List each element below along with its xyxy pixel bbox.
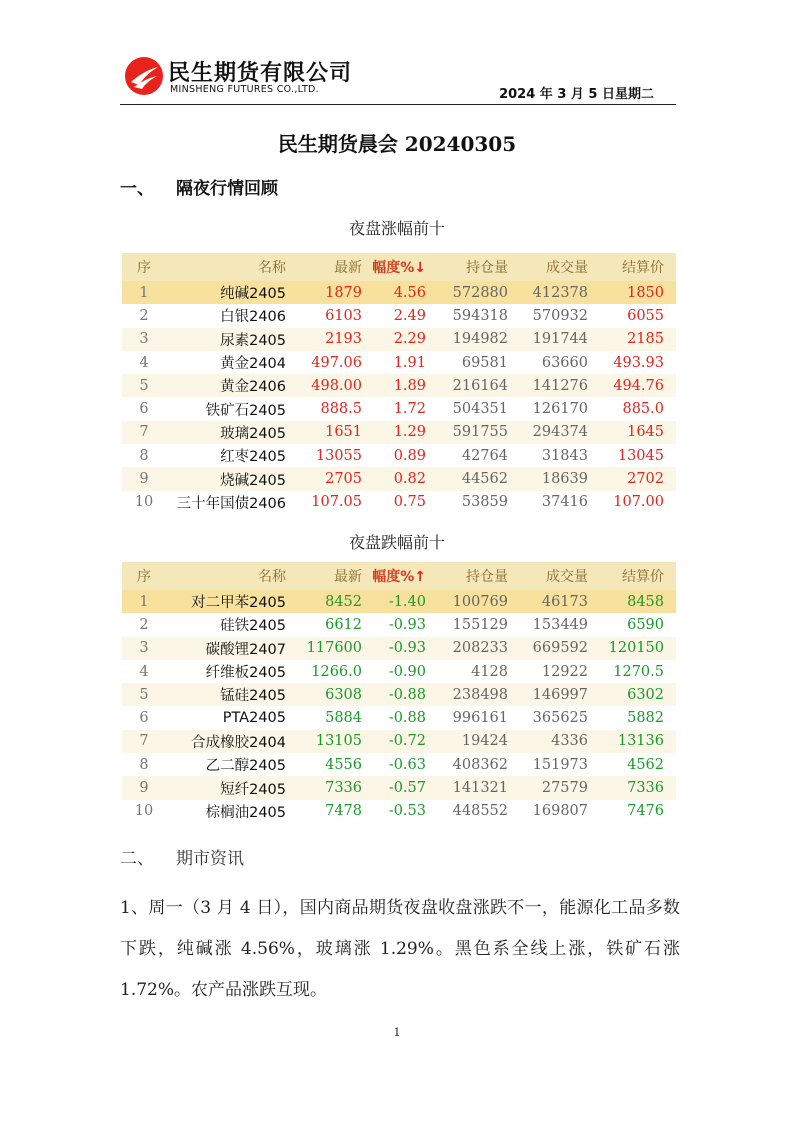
cell-name: 短纤2405 bbox=[220, 781, 286, 798]
cell-settle: 4562 bbox=[627, 756, 664, 773]
cell-settle: 8458 bbox=[627, 593, 664, 610]
cell-vol: 126170 bbox=[532, 401, 588, 418]
cell-pct: -0.53 bbox=[388, 803, 426, 820]
cell-pct: -0.93 bbox=[388, 616, 426, 633]
cell-last: 7336 bbox=[325, 780, 362, 797]
cell-no: 9 bbox=[139, 471, 149, 488]
cell-no: 3 bbox=[139, 640, 149, 657]
section-label: 隔夜行情回顾 bbox=[176, 179, 278, 199]
cell-settle: 6055 bbox=[627, 307, 664, 324]
cell-oi: 100769 bbox=[452, 593, 508, 610]
losers-table bbox=[122, 562, 676, 823]
cell-no: 7 bbox=[139, 733, 149, 750]
column-header[interactable]: 名称 bbox=[258, 260, 286, 276]
column-header[interactable]: 结算价 bbox=[622, 260, 664, 276]
cell-no: 1 bbox=[139, 284, 149, 301]
column-header[interactable]: 结算价 bbox=[622, 569, 664, 585]
column-header-label: 幅度% bbox=[372, 569, 415, 585]
cell-last: 6103 bbox=[325, 307, 362, 324]
column-header[interactable]: 名称 bbox=[258, 569, 286, 585]
cell-vol: 669592 bbox=[532, 640, 588, 657]
cell-pct: -0.88 bbox=[388, 686, 426, 703]
table-row[interactable] bbox=[122, 590, 676, 613]
cell-name: 硅铁2405 bbox=[220, 618, 286, 635]
column-header[interactable]: 序 bbox=[137, 260, 151, 276]
cell-vol: 46173 bbox=[541, 593, 588, 610]
company-name-en: MINSHENG FUTURES CO.,LTD. bbox=[170, 84, 319, 95]
cell-last: 107.05 bbox=[311, 494, 362, 511]
sort-desc-icon: ↓ bbox=[414, 260, 426, 276]
cell-last: 13105 bbox=[315, 733, 362, 750]
cell-last: 888.5 bbox=[320, 401, 362, 418]
section-number: 一、 bbox=[120, 179, 154, 199]
cell-last: 2705 bbox=[325, 471, 362, 488]
cell-name: 乙二醇2405 bbox=[205, 758, 286, 775]
cell-no: 6 bbox=[139, 401, 149, 418]
cell-pct: 1.29 bbox=[393, 424, 426, 441]
cell-pct: -0.90 bbox=[388, 663, 426, 680]
cell-no: 1 bbox=[139, 593, 149, 610]
cell-vol: 412378 bbox=[532, 284, 588, 301]
document-title: 民生期货晨会 20240305 bbox=[277, 132, 517, 156]
cell-oi: 448552 bbox=[452, 803, 508, 820]
cell-oi: 238498 bbox=[452, 686, 508, 703]
table-row[interactable] bbox=[122, 421, 676, 444]
cell-pct: -1.40 bbox=[388, 593, 426, 610]
cell-settle: 5882 bbox=[627, 710, 664, 727]
cell-name: 合成橡胶2404 bbox=[191, 734, 286, 751]
cell-name: 铁矿石2405 bbox=[205, 402, 286, 419]
cell-settle: 493.93 bbox=[613, 354, 664, 371]
cell-name: 白银2406 bbox=[220, 309, 286, 326]
cell-name: 黄金2404 bbox=[220, 356, 286, 373]
table-row[interactable] bbox=[122, 613, 676, 636]
cell-pct: 1.89 bbox=[393, 377, 426, 394]
section-heading-1 bbox=[120, 174, 278, 199]
cell-vol: 151973 bbox=[532, 756, 588, 773]
table-row[interactable] bbox=[122, 281, 676, 304]
section-number: 二、 bbox=[120, 849, 154, 869]
cell-name: 纯碱2405 bbox=[220, 286, 286, 303]
cell-name: 烧碱2405 bbox=[220, 472, 286, 489]
table-row[interactable] bbox=[122, 444, 676, 467]
cell-settle: 494.76 bbox=[613, 377, 664, 394]
cell-settle: 13045 bbox=[617, 447, 664, 464]
cell-name: 黄金2406 bbox=[220, 379, 286, 396]
cell-settle: 1850 bbox=[627, 284, 664, 301]
cell-oi: 53859 bbox=[461, 494, 508, 511]
cell-settle: 1270.5 bbox=[613, 663, 664, 680]
cell-pct: -0.72 bbox=[388, 733, 426, 750]
section-label: 期市资讯 bbox=[176, 849, 244, 869]
cell-oi: 42764 bbox=[461, 447, 508, 464]
cell-vol: 31843 bbox=[541, 447, 588, 464]
cell-no: 8 bbox=[139, 447, 149, 464]
cell-name: 纤维板2405 bbox=[205, 665, 286, 682]
column-header[interactable] bbox=[368, 566, 432, 586]
cell-oi: 572880 bbox=[452, 284, 508, 301]
table-row[interactable] bbox=[122, 374, 676, 397]
cell-vol: 294374 bbox=[532, 424, 588, 441]
cell-oi: 194982 bbox=[452, 331, 508, 348]
cell-no: 4 bbox=[139, 663, 149, 680]
table-row[interactable] bbox=[122, 753, 676, 776]
cell-name: 锰硅2405 bbox=[220, 688, 286, 705]
cell-last: 8452 bbox=[325, 593, 362, 610]
cell-oi: 408362 bbox=[452, 756, 508, 773]
cell-oi: 594318 bbox=[452, 307, 508, 324]
column-header[interactable]: 最新 bbox=[334, 260, 362, 276]
cell-last: 4556 bbox=[325, 756, 362, 773]
cell-name: 尿素2405 bbox=[220, 332, 286, 349]
cell-name: 红枣2405 bbox=[220, 449, 286, 466]
column-header[interactable] bbox=[368, 257, 432, 277]
cell-oi: 155129 bbox=[452, 616, 508, 633]
cell-vol: 146997 bbox=[532, 686, 588, 703]
cell-last: 117600 bbox=[306, 640, 362, 657]
cell-pct: -0.57 bbox=[388, 780, 426, 797]
cell-no: 10 bbox=[134, 803, 154, 820]
cell-no: 5 bbox=[139, 686, 149, 703]
cell-oi: 69581 bbox=[461, 354, 508, 371]
cell-last: 2193 bbox=[325, 331, 362, 348]
cell-oi: 44562 bbox=[461, 471, 508, 488]
page-header bbox=[120, 52, 676, 105]
cell-settle: 120150 bbox=[608, 640, 664, 657]
cell-settle: 6302 bbox=[627, 686, 664, 703]
cell-vol: 63660 bbox=[541, 354, 588, 371]
company-name-cn: 民生期货有限公司 bbox=[168, 61, 353, 86]
table-row[interactable] bbox=[122, 730, 676, 753]
table-row[interactable] bbox=[122, 637, 676, 660]
table-row[interactable] bbox=[122, 660, 676, 683]
cell-no: 2 bbox=[139, 307, 149, 324]
cell-oi: 4128 bbox=[471, 663, 508, 680]
cell-settle: 1645 bbox=[627, 424, 664, 441]
cell-no: 3 bbox=[139, 331, 149, 348]
cell-last: 6612 bbox=[325, 616, 362, 633]
cell-vol: 27579 bbox=[541, 780, 588, 797]
cell-pct: 4.56 bbox=[393, 284, 426, 301]
cell-no: 8 bbox=[139, 756, 149, 773]
cell-oi: 19424 bbox=[461, 733, 508, 750]
cell-name: 碳酸锂2407 bbox=[205, 641, 286, 658]
cell-no: 2 bbox=[139, 616, 149, 633]
cell-last: 1266.0 bbox=[311, 663, 362, 680]
table-row[interactable] bbox=[122, 776, 676, 799]
cell-pct: 2.29 bbox=[393, 331, 426, 348]
table-row[interactable] bbox=[122, 683, 676, 706]
cell-settle: 885.0 bbox=[622, 401, 664, 418]
cell-vol: 18639 bbox=[541, 471, 588, 488]
column-header[interactable]: 成交量 bbox=[546, 260, 588, 276]
cell-no: 4 bbox=[139, 354, 149, 371]
cell-no: 7 bbox=[139, 424, 149, 441]
cell-settle: 2185 bbox=[627, 331, 664, 348]
cell-oi: 141321 bbox=[452, 780, 508, 797]
cell-name: PTA2405 bbox=[222, 710, 286, 727]
cell-pct: -0.93 bbox=[388, 640, 426, 657]
column-header[interactable]: 持仓量 bbox=[466, 260, 508, 276]
cell-no: 10 bbox=[134, 494, 154, 511]
cell-settle: 2702 bbox=[627, 471, 664, 488]
header-date: 2024 年 3 月 5 日星期二 bbox=[499, 87, 654, 102]
table-row[interactable] bbox=[122, 397, 676, 420]
minsheng-logo-icon bbox=[124, 56, 164, 96]
column-header-label: 幅度% bbox=[372, 260, 415, 276]
section-heading-2 bbox=[120, 844, 244, 869]
cell-last: 7478 bbox=[325, 803, 362, 820]
cell-settle: 6590 bbox=[627, 616, 664, 633]
cell-last: 497.06 bbox=[311, 354, 362, 371]
losers-caption: 夜盘跌幅前十 bbox=[348, 533, 445, 552]
cell-vol: 570932 bbox=[532, 307, 588, 324]
cell-pct: -0.63 bbox=[388, 756, 426, 773]
table-row[interactable] bbox=[122, 706, 676, 729]
cell-name: 棕榈油2405 bbox=[205, 804, 286, 821]
cell-name: 对二甲苯2405 bbox=[191, 595, 286, 612]
cell-no: 5 bbox=[139, 377, 149, 394]
cell-settle: 7476 bbox=[627, 803, 664, 820]
cell-vol: 37416 bbox=[541, 494, 588, 511]
cell-vol: 191744 bbox=[532, 331, 588, 348]
cell-oi: 216164 bbox=[452, 377, 508, 394]
cell-vol: 365625 bbox=[532, 710, 588, 727]
cell-pct: 1.72 bbox=[393, 401, 426, 418]
table-row[interactable] bbox=[122, 800, 676, 823]
cell-settle: 13136 bbox=[617, 733, 664, 750]
cell-vol: 12922 bbox=[541, 663, 588, 680]
cell-oi: 504351 bbox=[452, 401, 508, 418]
cell-last: 6308 bbox=[325, 686, 362, 703]
column-header[interactable]: 成交量 bbox=[546, 569, 588, 585]
table-row[interactable] bbox=[122, 351, 676, 374]
cell-vol: 169807 bbox=[532, 803, 588, 820]
table-row[interactable] bbox=[122, 328, 676, 351]
table-header bbox=[122, 253, 676, 281]
cell-pct: 0.75 bbox=[393, 494, 426, 511]
gainers-caption: 夜盘涨幅前十 bbox=[348, 219, 445, 238]
cell-last: 5884 bbox=[325, 710, 362, 727]
cell-oi: 208233 bbox=[452, 640, 508, 657]
cell-name: 玻璃2405 bbox=[220, 425, 286, 442]
cell-vol: 4336 bbox=[551, 733, 588, 750]
table-header bbox=[122, 562, 676, 590]
cell-last: 498.00 bbox=[311, 377, 362, 394]
cell-settle: 107.00 bbox=[613, 494, 664, 511]
cell-last: 1879 bbox=[325, 284, 362, 301]
cell-no: 6 bbox=[139, 710, 149, 727]
column-header[interactable]: 序 bbox=[137, 569, 151, 585]
sort-asc-icon: ↑ bbox=[414, 569, 426, 585]
column-header[interactable]: 最新 bbox=[334, 569, 362, 585]
cell-pct: -0.88 bbox=[388, 710, 426, 727]
cell-pct: 1.91 bbox=[393, 354, 426, 371]
page-number: 1 bbox=[393, 1026, 401, 1039]
gainers-table bbox=[122, 253, 676, 514]
cell-settle: 7336 bbox=[627, 780, 664, 797]
table-row[interactable] bbox=[122, 491, 676, 514]
cell-pct: 2.49 bbox=[393, 307, 426, 324]
cell-oi: 591755 bbox=[452, 424, 508, 441]
cell-last: 13055 bbox=[315, 447, 362, 464]
cell-last: 1651 bbox=[325, 424, 362, 441]
cell-vol: 141276 bbox=[532, 377, 588, 394]
cell-oi: 996161 bbox=[452, 710, 508, 727]
column-header[interactable]: 持仓量 bbox=[466, 569, 508, 585]
cell-pct: 0.89 bbox=[393, 447, 426, 464]
cell-pct: 0.82 bbox=[393, 471, 426, 488]
table-row[interactable] bbox=[122, 304, 676, 327]
cell-vol: 153449 bbox=[532, 616, 588, 633]
cell-name: 三十年国债2406 bbox=[176, 495, 286, 512]
cell-no: 9 bbox=[139, 780, 149, 797]
news-paragraph: 1、周一（3 月 4 日），国内商品期货夜盘收盘涨跌不一，能源化工品多数下跌，纯碱涨 4.56%，玻璃涨 1.29%。黑色系全线上涨，铁矿石涨 1.72%。农产品涨跌互现。 bbox=[120, 898, 680, 1000]
table-row[interactable] bbox=[122, 467, 676, 490]
